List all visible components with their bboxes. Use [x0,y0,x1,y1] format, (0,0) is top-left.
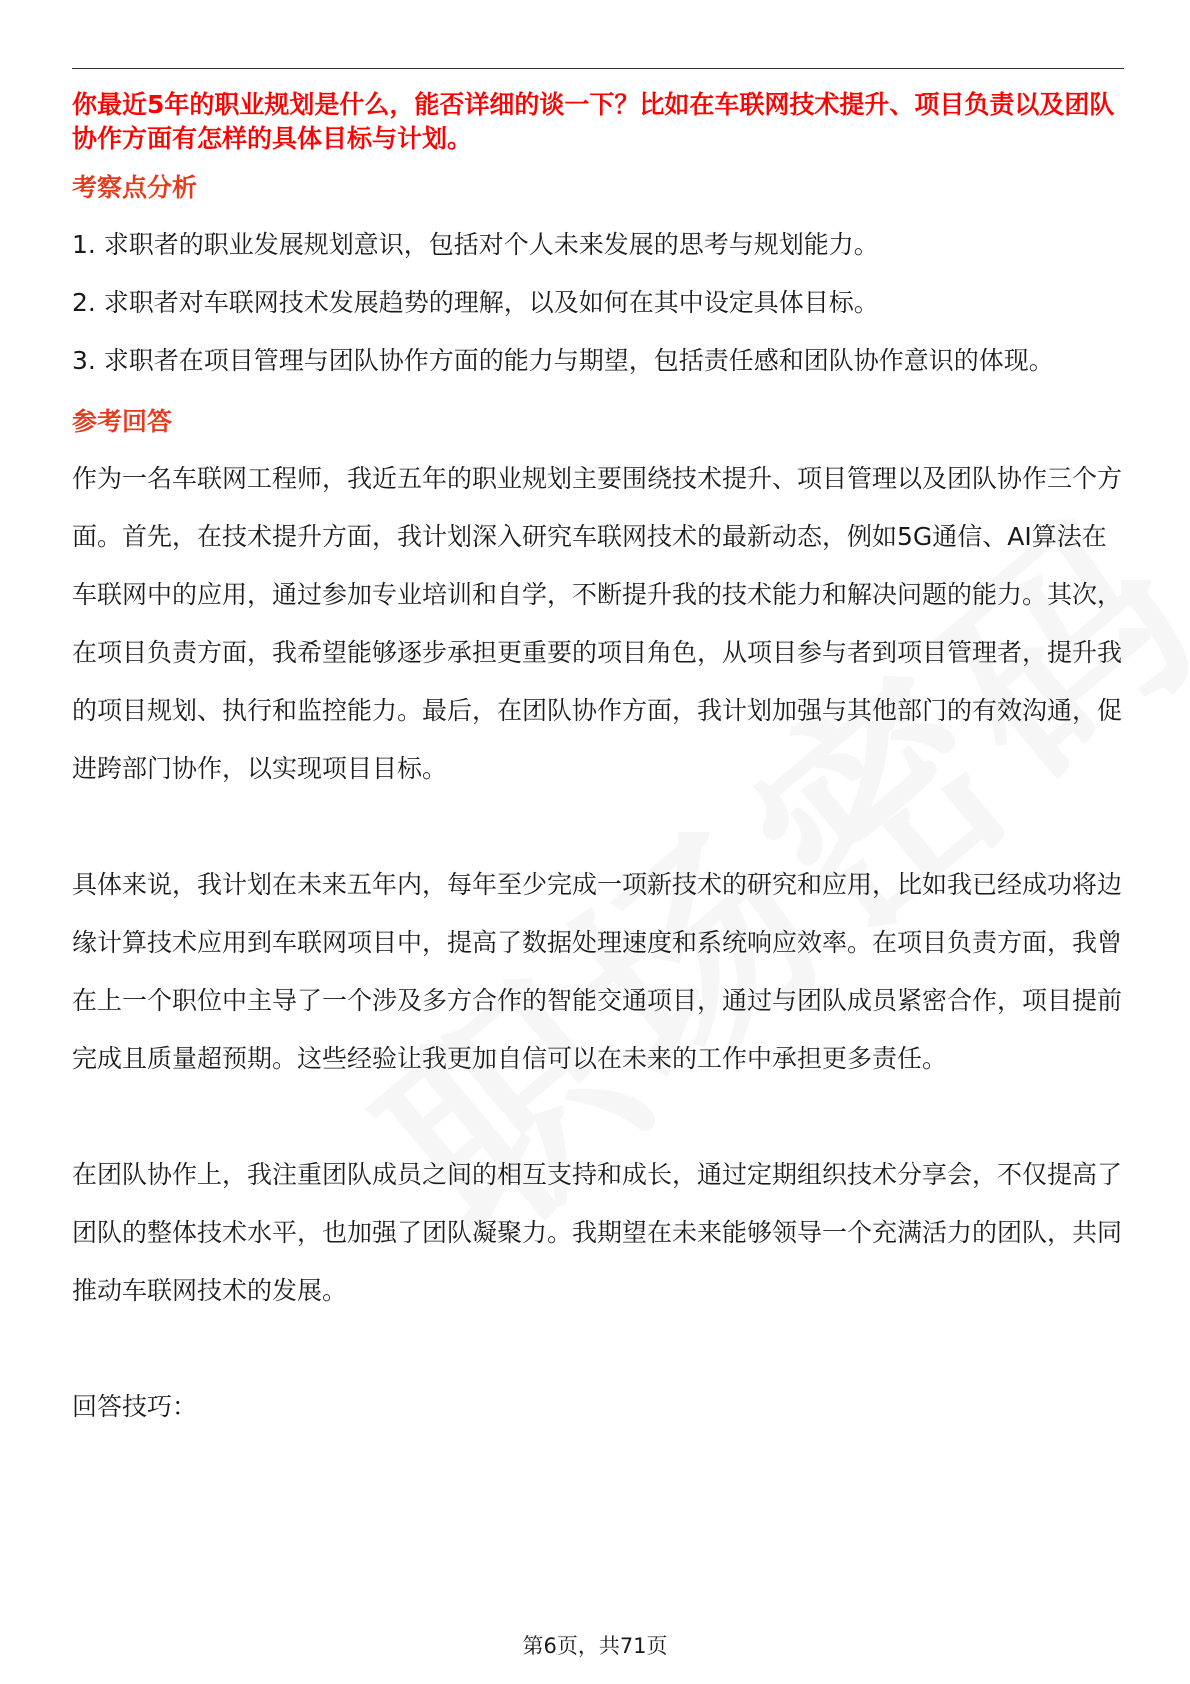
interview-question: 你最近5年的职业规划是什么，能否详细的谈一下？比如在车联网技术提升、项目负责以及团队协作方面有怎样的具体目标与计划。 [72,90,1115,153]
tips-label: 回答技巧： [72,1392,198,1421]
page-number: 第6页，共71页 [522,1634,668,1658]
paragraph-gap [72,798,1122,856]
paragraph-gap [72,1088,1122,1146]
analysis-point: 1. 求职者的职业发展规划意识，包括对个人未来发展的思考与规划能力。 [72,230,879,259]
top-divider [72,68,1124,69]
paragraph-gap [72,1320,1122,1378]
analysis-point: 3. 求职者在项目管理与团队协作方面的能力与期望，包括责任感和团队协作意识的体现。 [72,346,1054,375]
answer-paragraph: 作为一名车联网工程师，我近五年的职业规划主要围绕技术提升、项目管理以及团队协作三个方面。首先，在技术提升方面，我计划深入研究车联网技术的最新动态，例如5G通信、AI算法在车联网中的应用，通过参加专业培训和自学，不断提升我的技术能力和解决问题的能力。其次，在项目负责方面，我希望能够逐步承担更重要的项目角色，从项目参与者到项目管理者，提升我的项目规划、执行和监控能力。最后，在团队协作方面，我计划加强与其他部门的有效沟通，促进跨部门协作，以实现项目目标。 [72,464,1123,783]
answer-paragraph: 具体来说，我计划在未来五年内，每年至少完成一项新技术的研究和应用，比如我已经成功将边缘计算技术应用到车联网项目中，提高了数据处理速度和系统响应效率。在项目负责方面，我曾在上一个职位中主导了一个涉及多方合作的智能交通项目，通过与团队成员紧密合作，项目提前完成且质量超预期。这些经验让我更加自信可以在未来的工作中承担更多责任。 [72,870,1123,1073]
page-content [72,88,1122,1436]
answer-heading: 参考回答 [72,407,173,436]
answer-paragraph: 在团队协作上，我注重团队成员之间的相互支持和成长，通过定期组织技术分享会，不仅提高了团队的整体技术水平，也加强了团队凝聚力。我期望在未来能够领导一个充满活力的团队，共同推动车联网技术的发展。 [72,1160,1123,1305]
analysis-point: 2. 求职者对车联网技术发展趋势的理解，以及如何在其中设定具体目标。 [72,288,879,317]
analysis-heading: 考察点分析 [72,173,198,202]
